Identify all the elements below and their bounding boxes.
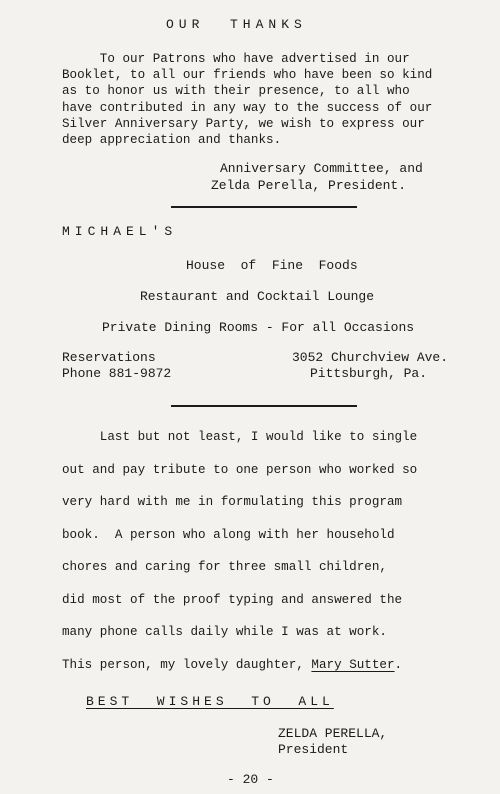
tribute-end: .	[394, 657, 403, 672]
restaurant-rooms: Private Dining Rooms - For all Occasions	[102, 320, 415, 335]
restaurant-type: Restaurant and Cocktail Lounge	[140, 289, 375, 304]
best-wishes: BEST WISHES TO ALL	[86, 694, 334, 709]
reservations-phone: Phone 881-9872	[62, 366, 172, 381]
thanks-paragraph: To our Patrons who have advertised in our Booklet, to all our friends who have been so kind as to honor us with their presence, to all who have contributed in any way to the success of our Silver Anniversary Party, we wish to express our deep appreciation and thanks.	[62, 52, 433, 148]
tribute-paragraph	[62, 421, 462, 681]
thanks-signature-line1: Anniversary Committee, and	[220, 161, 423, 176]
restaurant-tagline: House of Fine Foods	[186, 258, 358, 273]
divider-2	[171, 405, 357, 407]
tribute-text: Last but not least, I would like to single out and pay tribute to one person who worked so very hard with me in formulating this program book. A person who along with her household chores and caring for three small children, did most of the proof typing and answered the many phone calls daily while I was at work. This person, my lovely daughter,	[62, 430, 418, 672]
address-city: Pittsburgh, Pa.	[310, 366, 428, 381]
address-street: 3052 Churchview Ave.	[292, 350, 449, 365]
restaurant-name: MICHAEL'S	[62, 224, 178, 239]
closing-signer: ZELDA PERELLA,	[278, 726, 388, 741]
closing-signer-title: President	[278, 742, 349, 757]
reservations-label: Reservations	[62, 350, 156, 365]
thanks-heading: OUR THANKS	[166, 17, 307, 32]
page-number: - 20 -	[227, 772, 274, 787]
thanks-signature-line2: Zelda Perella, President.	[211, 178, 407, 193]
tribute-daughter-name: Mary Sutter	[311, 657, 395, 672]
divider-1	[171, 206, 357, 208]
